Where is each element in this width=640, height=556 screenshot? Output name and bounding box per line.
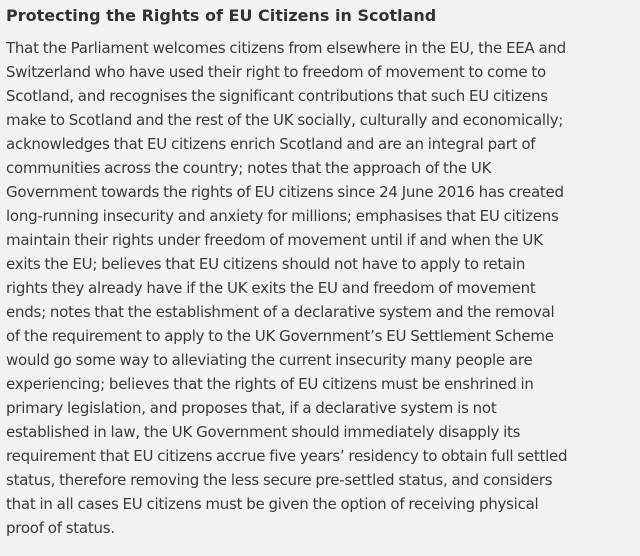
motion-text-line: established in law, the UK Government should immediately disapply its xyxy=(6,423,521,441)
motion-text-line: primary legislation, and proposes that, if a declarative system is not xyxy=(6,399,497,417)
motion-text-line: ends; notes that the establishment of a declarative system and the removal xyxy=(6,303,555,321)
motion-text-line: proof of status. xyxy=(6,519,115,537)
motion-text-line: That the Parliament welcomes citizens from elsewhere in the EU, the EEA and xyxy=(6,39,566,57)
motion-text-line: would go some way to alleviating the current insecurity many people are xyxy=(6,351,533,369)
motion-text-line: experiencing; believes that the rights of EU citizens must be enshrined in xyxy=(6,375,534,393)
motion-text-line: of the requirement to apply to the UK Government’s EU Settlement Scheme xyxy=(6,327,554,345)
motion-text-line: status, therefore removing the less secure pre-settled status, and considers xyxy=(6,471,553,489)
motion-text-line: Government towards the rights of EU citizens since 24 June 2016 has created xyxy=(6,183,564,201)
motion-text-line: Scotland, and recognises the significant contributions that such EU citizens xyxy=(6,87,548,105)
motion-text-line: requirement that EU citizens accrue five years’ residency to obtain full settled xyxy=(6,447,568,465)
motion-text-line: rights they already have if the UK exits the EU and freedom of movement xyxy=(6,279,536,297)
motion-text-line: communities across the country; notes that the approach of the UK xyxy=(6,159,492,177)
motion-text-line: maintain their rights under freedom of movement until if and when the UK xyxy=(6,231,543,249)
motion-text-line: that in all cases EU citizens must be given the option of receiving physical xyxy=(6,495,539,513)
motion-text-line: exits the EU; believes that EU citizens should not have to apply to retain xyxy=(6,255,526,273)
motion-text-line: acknowledges that EU citizens enrich Scotland and are an integral part of xyxy=(6,135,536,153)
motion-text xyxy=(6,36,634,540)
motion-text-line: make to Scotland and the rest of the UK socially, culturally and economically; xyxy=(6,111,564,129)
motion-title: Protecting the Rights of EU Citizens in Scotland xyxy=(6,6,437,25)
motion-text-line: long-running insecurity and anxiety for millions; emphasises that EU citizens xyxy=(6,207,559,225)
motion-text-line: Switzerland who have used their right to freedom of movement to come to xyxy=(6,63,546,81)
